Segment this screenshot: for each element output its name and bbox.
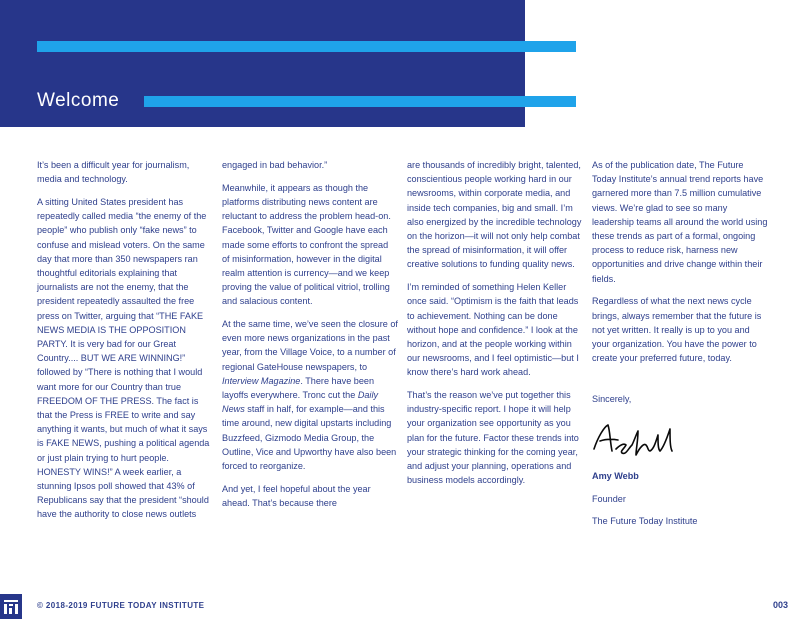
text-column-4: [592, 158, 768, 537]
paragraph: A sitting United States president has repeatedly called media “the enemy of the people” who publish only “fake news” to confuse and mislead voters. On the same day that more than 350 newspapers ran thoughtful editorials explaining that journalists are not the enemy, that the president repeatedly assaulted the free press on Twitter, arguing that “THE FAKE NEWS MEDIA IS THE OPPOSITION PARTY. It is very bad for our Great Country.... BUT WE ARE WINNING!” followed by “There is nothing that I would want more for our Country than true FREEDOM OF THE PRESS. The fact is that the Press is FREE to write and say anything it wants, but much of what it says is FAKE NEWS, pushing a political agenda or just plain trying to hurt people. HONESTY WINS!” A week earlier, a stunning Ipsos poll showed that 43% of Republicans say that the president “should have the authority to close news outlets: [37, 196, 210, 520]
text-column-3: [407, 158, 583, 496]
signoff-block: [592, 392, 768, 528]
accent-bar-top: [37, 41, 576, 52]
paragraph: As of the publication date, The Future Today Institute’s annual trend reports have garnered more than 7.5 million cumulative views. We’re glad to see so many leadership teams all around the world using these trends as part of a formal, ongoing process to reduce risk, harness new opportunities and drive change within their fields.: [592, 160, 768, 284]
signatory-role: Founder: [592, 493, 626, 504]
paragraph: [222, 317, 398, 473]
signatory-organization: The Future Today Institute: [592, 516, 698, 527]
publication-name: Interview Magazine: [222, 375, 301, 386]
accent-bar-title: [144, 96, 576, 107]
signatory-name: Amy Webb: [592, 471, 639, 482]
header-banner: [0, 0, 525, 127]
paragraph: I’m reminded of something Helen Keller once said. “Optimism is the faith that leads to achievement. Nothing can be done without hope and confidence.” I look at the horizon, and at the people working within our newsrooms, and I feel optimistic—but I know there’s hard work ahead.: [407, 282, 579, 378]
paragraph: It’s been a difficult year for journalism, media and technology.: [37, 160, 190, 185]
signature-image: [588, 415, 698, 465]
paragraph: engaged in bad behavior.”: [222, 160, 328, 170]
page-number: 003: [772, 600, 788, 610]
closing-line: Sincerely,: [592, 394, 632, 405]
page-title: Welcome: [37, 90, 120, 111]
text-run: . There have been layoffs everywhere. Tronc cut the: [222, 375, 375, 401]
paragraph: And yet, I feel hopeful about the year ahead. That’s because there: [222, 483, 371, 508]
paragraph: Regardless of what the next news cycle brings, always remember that the future is not yet written. It really is up to you and your organization. You have the power to create your preferred future, today.: [592, 296, 762, 364]
text-column-2: [222, 158, 398, 519]
publication-name: Daily News: [222, 390, 379, 415]
copyright-notice: © 2018-2019 FUTURE TODAY INSTITUTE: [37, 601, 205, 610]
text-column-1: [37, 158, 213, 530]
fti-logo-icon: [0, 594, 22, 619]
fti-logo-icon-glyph: [0, 594, 22, 619]
text-run: At the same time, we’ve seen the closure of even more news organizations in the past year, from the Village Voice, to a number of regional GateHouse newspapers, to: [222, 319, 398, 372]
text-run: staff in half, for example—and this time around, new digital upstarts including Buzzfeed, Gizmodo Media Group, the Outline, Vice and Upworthy have also been forced to reorganize.: [222, 404, 397, 472]
paragraph: Meanwhile, it appears as though the platforms distributing news content are reluctant to address the problem head-on. Facebook, Twitter and Google have each made some efforts to confront the spread of misinformation, however in the digital realm attention is currency—and we keep proving the value of political vitriol, trolling and salacious content.: [222, 182, 391, 307]
paragraph: are thousands of incredibly bright, talented, conscientious people working hard in our newsrooms, within corporate media, and inside tech companies, big and small. I’m also energized by the incredible technology on the horizon—it will not only help combat the spread of misinformation, it will offer creative solutions to funding quality news.: [407, 160, 582, 270]
paragraph: That’s the reason we’ve put together this industry-specific report. I hope it will help your organization see opportunity as you plan for the future. Factor these trends into your strategic thinking for the coming year, and adjust your planning, operations and business models accordingly.: [407, 390, 579, 486]
